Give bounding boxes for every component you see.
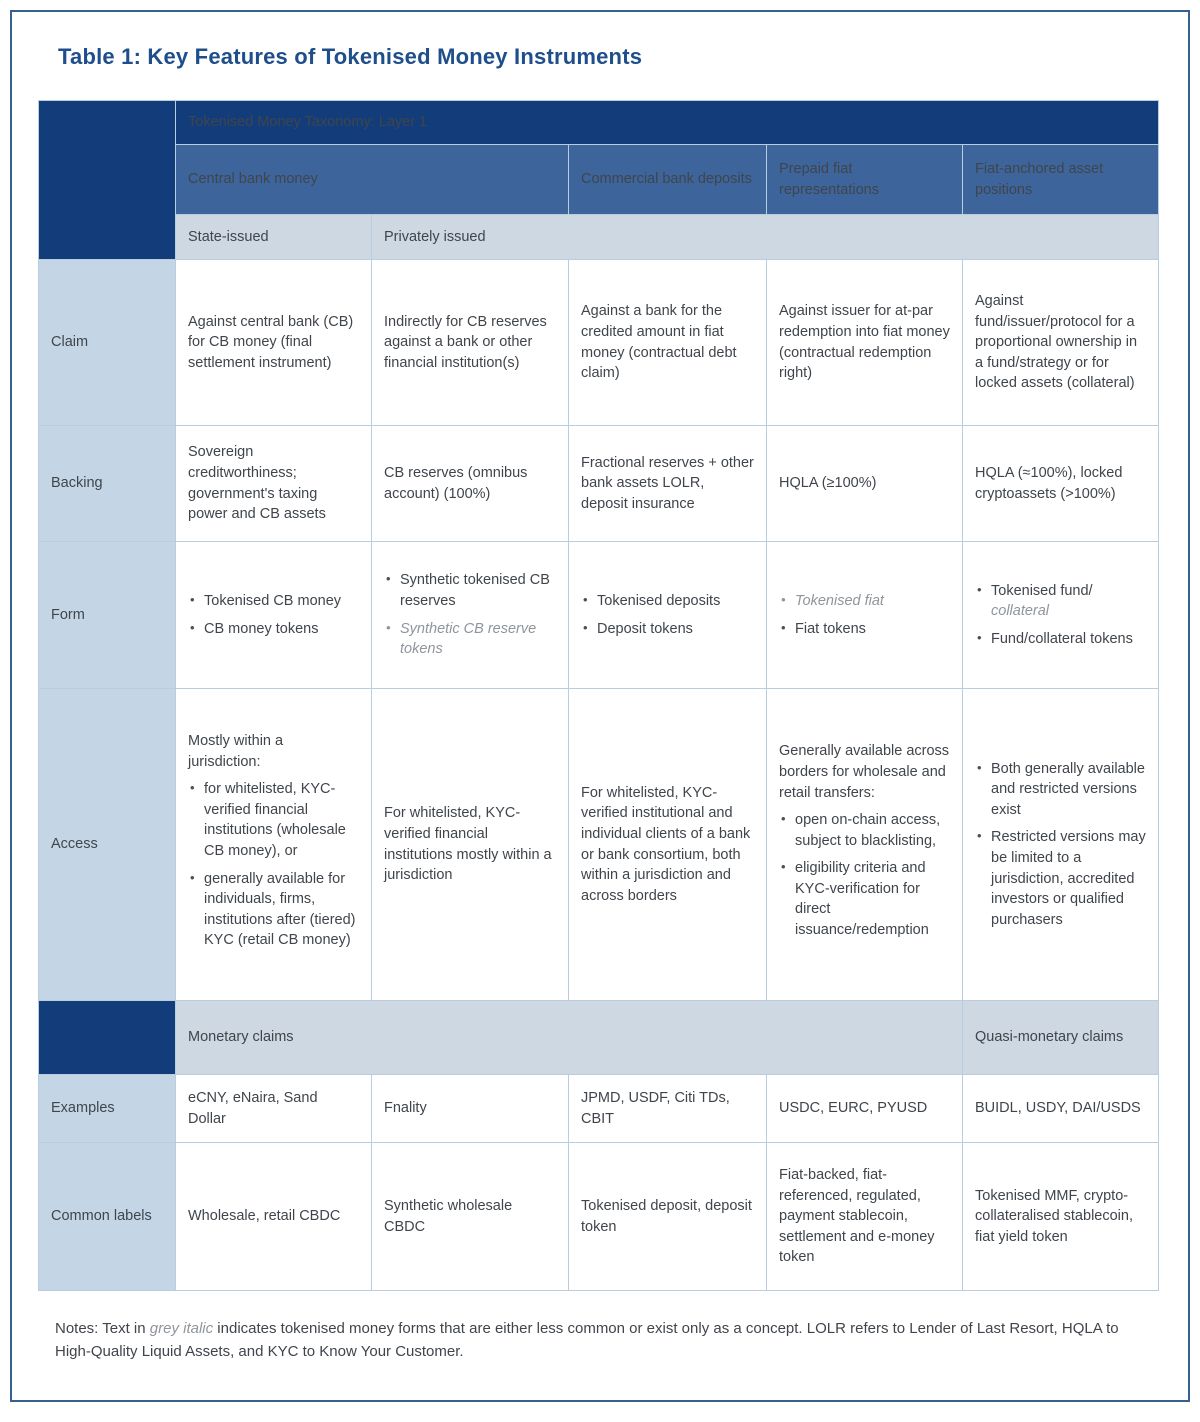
common-labels-cell-col5: Tokenised MMF, crypto-collateralised stablecoin, fiat yield token xyxy=(963,1143,1159,1291)
form-cell-col2 xyxy=(372,542,569,689)
access-cell-col3: For whitelisted, KYC-verified institutional and individual clients of a bank or bank consortium, both within a jurisdiction and across borders xyxy=(569,689,767,1001)
access-cell-col1 xyxy=(176,689,372,1001)
band-corner-cell xyxy=(39,1001,176,1075)
access-item: • generally available for individuals, firms, institutions after (tiered) KYC (retail CB money) xyxy=(188,869,359,951)
claim-cell-col2: Indirectly for CB reserves against a bank or other financial institution(s) xyxy=(372,260,569,426)
form-item: • Synthetic tokenised CB reserves xyxy=(384,570,556,611)
row-label-access: Access xyxy=(39,689,176,1001)
form-item: • Deposit tokens xyxy=(581,619,754,640)
form-item: • CB money tokens xyxy=(188,619,359,640)
row-label-backing: Backing xyxy=(39,426,176,542)
header-corner-cell xyxy=(39,101,176,260)
page-frame xyxy=(10,10,1190,1402)
examples-cell-col1: eCNY, eNaira, Sand Dollar xyxy=(176,1075,372,1143)
notes-suffix: indicates tokenised money forms that are either less common or exist only as a concept. LOLR refers to Lender of Last Resort, HQLA to High-Quality Liquid Assets, and KYC to Know Your Customer. xyxy=(55,1320,1119,1361)
column-header-central-bank-money: Central bank money xyxy=(176,145,569,215)
claim-cell-col5: Against fund/issuer/protocol for a proportional ownership in a fund/strategy or for locked assets (collateral) xyxy=(963,260,1159,426)
table-notes xyxy=(55,1317,1148,1364)
form-item-mixed xyxy=(975,581,1146,622)
column-header-fiat-anchored: Fiat-anchored asset positions xyxy=(963,145,1159,215)
access-item: • Both generally available and restricted versions exist xyxy=(975,759,1146,821)
access-item: • eligibility criteria and KYC-verification for direct issuance/redemption xyxy=(779,858,950,940)
access-cell-col4 xyxy=(767,689,963,1001)
form-item: • Fiat tokens xyxy=(779,619,950,640)
notes-prefix: Notes: Text in xyxy=(55,1320,150,1337)
form-item-grey-italic: • Tokenised fiat xyxy=(779,591,950,612)
claim-cell-col1: Against central bank (CB) for CB money (final settlement instrument) xyxy=(176,260,372,426)
access-item: • Restricted versions may be limited to a jurisdiction, accredited investors or qualified purchasers xyxy=(975,827,1146,930)
form-item: • Tokenised CB money xyxy=(188,591,359,612)
form-cell-col3 xyxy=(569,542,767,689)
examples-cell-col5: BUIDL, USDY, DAI/USDS xyxy=(963,1075,1159,1143)
claim-cell-col3: Against a bank for the credited amount in fiat money (contractual debt claim) xyxy=(569,260,767,426)
monetary-claims-band: Monetary claims xyxy=(176,1001,963,1075)
form-item: • Fund/collateral tokens xyxy=(975,629,1146,650)
backing-cell-col3: Fractional reserves + other bank assets LOLR, deposit insurance xyxy=(569,426,767,542)
access-intro: Generally available across borders for wholesale and retail transfers: xyxy=(779,743,950,801)
common-labels-cell-col4: Fiat-backed, fiat-referenced, regulated, payment stablecoin, settlement and e-money token xyxy=(767,1143,963,1291)
backing-cell-col2: CB reserves (omnibus account) (100%) xyxy=(372,426,569,542)
column-header-commercial-bank-deposits: Commercial bank deposits xyxy=(569,145,767,215)
issuance-private-cell: Privately issued xyxy=(372,215,1159,260)
notes-grey-italic-term: grey italic xyxy=(149,1320,214,1337)
examples-cell-col2: Fnality xyxy=(372,1075,569,1143)
row-label-form: Form xyxy=(39,542,176,689)
row-label-common-labels: Common labels xyxy=(39,1143,176,1291)
form-cell-col5 xyxy=(963,542,1159,689)
form-cell-col4 xyxy=(767,542,963,689)
page-content xyxy=(12,12,1188,1364)
access-cell-col5 xyxy=(963,689,1159,1001)
form-item: • Tokenised deposits xyxy=(581,591,754,612)
form-item-grey-italic: • Synthetic CB reserve tokens xyxy=(384,619,556,660)
form-item-head: Tokenised fund/ xyxy=(991,582,1093,599)
access-intro: Mostly within a jurisdiction: xyxy=(188,733,284,770)
form-cell-col1 xyxy=(176,542,372,689)
row-label-claim: Claim xyxy=(39,260,176,426)
access-cell-col2: For whitelisted, KYC-verified financial institutions mostly within a jurisdiction xyxy=(372,689,569,1001)
quasi-monetary-claims-band: Quasi-monetary claims xyxy=(963,1001,1159,1075)
tokenised-money-table xyxy=(38,100,1159,1291)
common-labels-cell-col2: Synthetic wholesale CBDC xyxy=(372,1143,569,1291)
backing-cell-col4: HQLA (≥100%) xyxy=(767,426,963,542)
form-item-tail-grey-italic: collateral xyxy=(991,603,1050,620)
issuance-state-cell: State-issued xyxy=(176,215,372,260)
column-header-prepaid-fiat: Prepaid fiat representations xyxy=(767,145,963,215)
examples-cell-col4: USDC, EURC, PYUSD xyxy=(767,1075,963,1143)
table-title: Table 1: Key Features of Tokenised Money Instruments xyxy=(58,44,643,69)
claim-cell-col4: Against issuer for at-par redemption into fiat money (contractual redemption right) xyxy=(767,260,963,426)
access-item: • for whitelisted, KYC-verified financial institutions (wholesale CB money), or xyxy=(188,779,359,861)
backing-cell-col1: Sovereign creditworthiness; government's taxing power and CB assets xyxy=(176,426,372,542)
common-labels-cell-col1: Wholesale, retail CBDC xyxy=(176,1143,372,1291)
common-labels-cell-col3: Tokenised deposit, deposit token xyxy=(569,1143,767,1291)
examples-cell-col3: JPMD, USDF, Citi TDs, CBIT xyxy=(569,1075,767,1143)
row-label-examples: Examples xyxy=(39,1075,176,1143)
access-item: • open on-chain access, subject to blacklisting, xyxy=(779,810,950,851)
taxonomy-header-cell: Tokenised Money Taxonomy: Layer 1 xyxy=(176,101,1159,145)
backing-cell-col5: HQLA (≈100%), locked cryptoassets (>100%) xyxy=(963,426,1159,542)
